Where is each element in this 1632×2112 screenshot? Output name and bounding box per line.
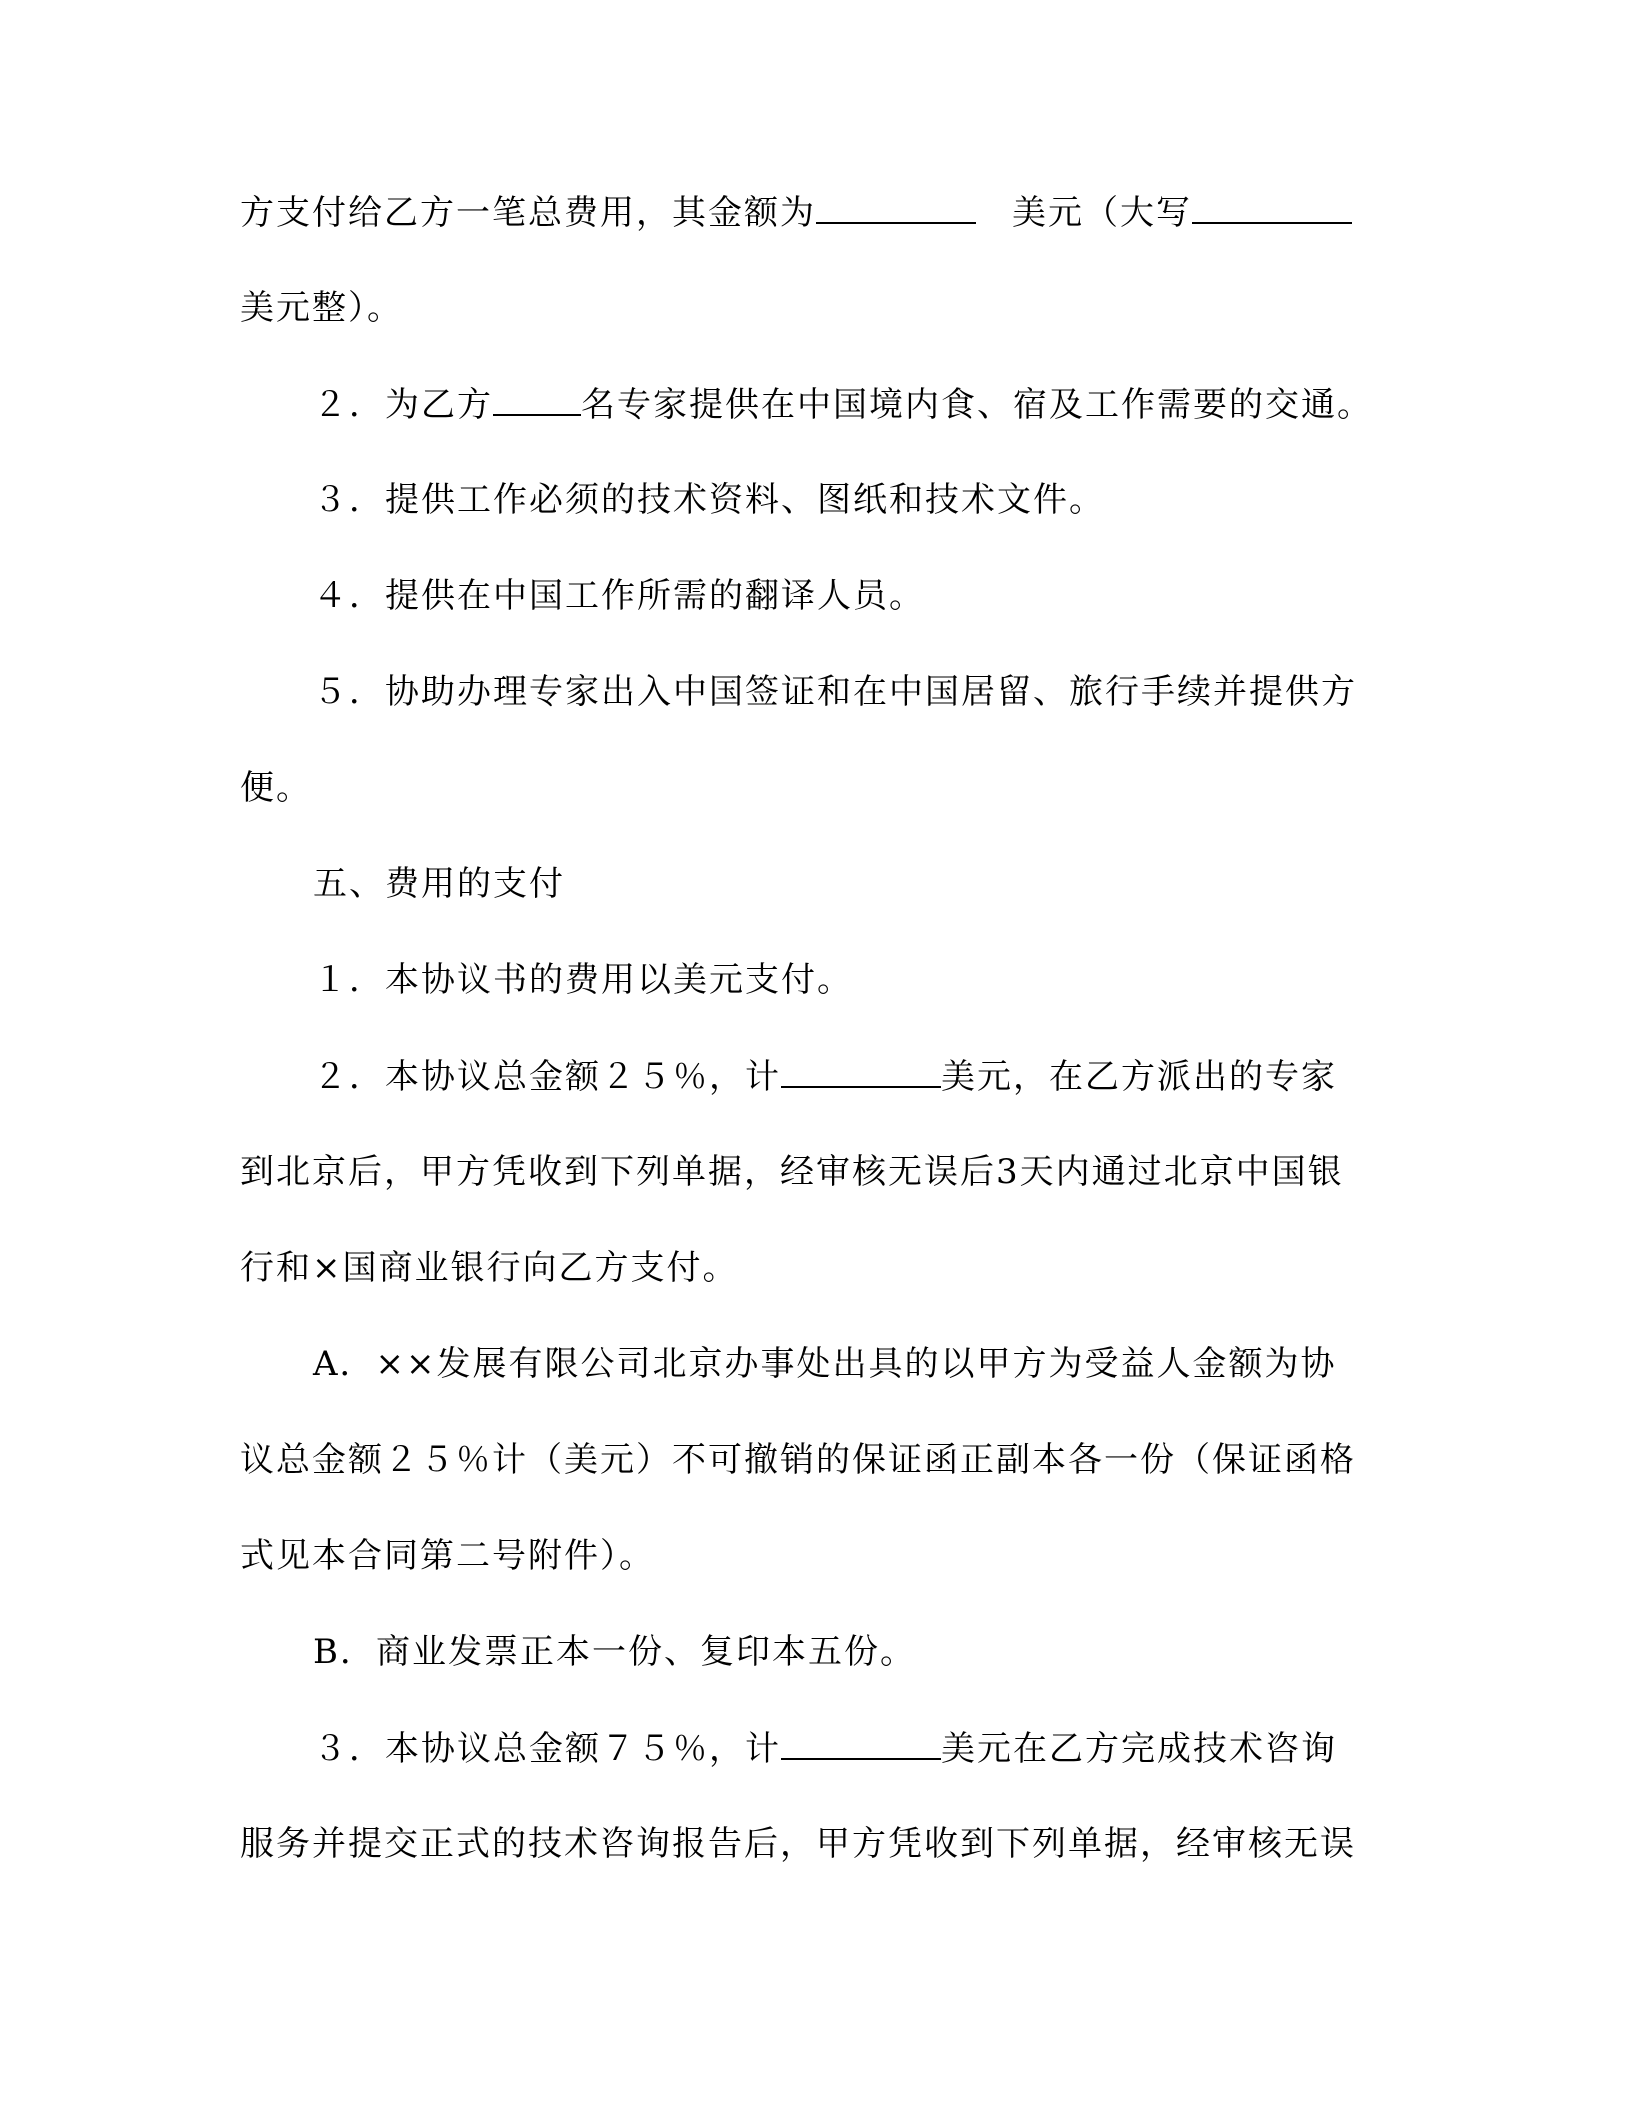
text-line-1 bbox=[240, 182, 1380, 242]
text-line-4: ３．提供工作必须的技术资料、图纸和技术文件。 bbox=[313, 480, 1105, 520]
text-segment: ２．本协议总金额２５％，计 bbox=[313, 1057, 781, 1097]
text-line-7: 便。 bbox=[240, 768, 312, 808]
text-line-16: B．商业发票正本一份、复印本五份。 bbox=[313, 1632, 916, 1672]
text-line-5: ４．提供在中国工作所需的翻译人员。 bbox=[313, 576, 925, 616]
blank-field-amount bbox=[816, 182, 976, 224]
text-segment: 美元在乙方完成技术咨询 bbox=[941, 1729, 1337, 1769]
text-line-2: 美元整）。 bbox=[240, 288, 403, 328]
text-line-9: １．本协议书的费用以美元支付。 bbox=[313, 960, 853, 1000]
blank-field-experts-count bbox=[493, 374, 581, 416]
blank-field-amount-75 bbox=[781, 1718, 941, 1760]
text-line-11: 到北京后，甲方凭收到下列单据，经审核无误后3天内通过北京中国银 bbox=[240, 1152, 1344, 1192]
text-line-10 bbox=[313, 1046, 1383, 1106]
blank-field-amount-25 bbox=[781, 1046, 941, 1088]
text-segment: 美元（大写 bbox=[1012, 193, 1192, 233]
text-line-17 bbox=[313, 1718, 1383, 1778]
text-segment: 名专家提供在中国境内食、宿及工作需要的交通。 bbox=[581, 385, 1373, 425]
text-line-14: 议总金额２５％计（美元）不可撤销的保证函正副本各一份（保证函格 bbox=[240, 1440, 1356, 1480]
text-segment: 美元，在乙方派出的专家 bbox=[941, 1057, 1337, 1097]
text-segment: ３．本协议总金额７５％，计 bbox=[313, 1729, 781, 1769]
text-segment: ２．为乙方 bbox=[313, 385, 493, 425]
text-line-18: 服务并提交正式的技术咨询报告后，甲方凭收到下列单据，经审核无误 bbox=[240, 1824, 1356, 1864]
text-line-12: 行和×国商业银行向乙方支付。 bbox=[240, 1248, 739, 1288]
text-line-6: ５．协助办理专家出入中国签证和在中国居留、旅行手续并提供方 bbox=[313, 672, 1357, 712]
text-line-3 bbox=[313, 374, 1383, 434]
text-line-15: 式见本合同第二号附件）。 bbox=[240, 1536, 655, 1576]
blank-field-amount-uppercase bbox=[1192, 182, 1352, 224]
text-segment: 方支付给乙方一笔总费用，其金额为 bbox=[240, 193, 816, 233]
text-line-13: A．××发展有限公司北京办事处出具的以甲方为受益人金额为协 bbox=[313, 1344, 1337, 1384]
section-heading: 五、费用的支付 bbox=[313, 864, 565, 904]
